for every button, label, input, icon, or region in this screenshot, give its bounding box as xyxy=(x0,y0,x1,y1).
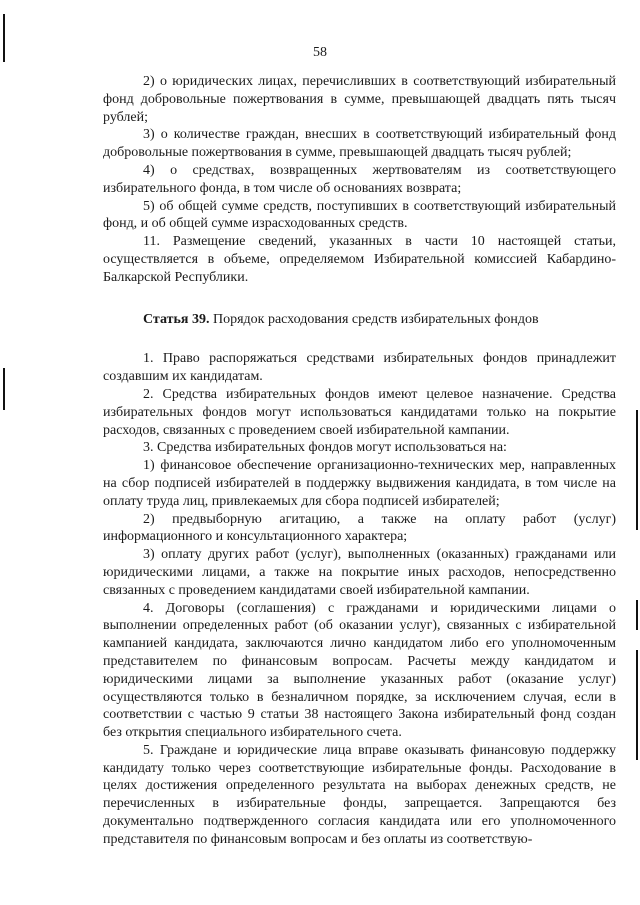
list-item: 3) оплату других работ (услуг), выполненных (оказанных) гражданами или юридическими лицами, а также на покрытие иных расходов, непосредственно связанных с проведением кандидатами своей избирательной кампании. xyxy=(103,547,616,598)
paragraph: 11. Размещение сведений, указанных в части 10 настоящей статьи, осуществляется в объеме, определяемом Избирательной комиссией Кабардино-Балкарской Республики. xyxy=(103,234,616,285)
paragraph: 4. Договоры (соглашения) с гражданами и юридическими лицами о выполнении определенных работ (об оказании услуг), связанных с избирательной кампанией кандидата, заключаются лично кандидатом либо его уполномоченным представителем по финансовым вопросам. Расчеты между кандидатом и юридическими лицами за выполнение указанных работ (оказание услуг) осуществляются только в безналичном порядке, за исключением случая, если в соответствии с частью 9 статьи 38 настоящего Закона избирательный фонд создан без открытия специального избирательного счета. xyxy=(103,600,616,741)
list-item: 2) о юридических лицах, перечисливших в соответствующий избирательный фонд добровольные пожертвования в сумме, превышающей двадцать пять тысяч рублей; xyxy=(103,74,616,125)
article-title: Порядок расходования средств избирательных фондов xyxy=(212,311,539,327)
scan-edge-mark xyxy=(636,600,638,630)
list-item: 2) предвыборную агитацию, а также на оплату работ (услуг) информационного и консультационного характера; xyxy=(103,511,616,545)
document-body xyxy=(103,73,616,849)
scan-edge-mark xyxy=(636,650,638,760)
list-item: 3) о количестве граждан, внесших в соответствующий избирательный фонд добровольные пожертвования в сумме, превышающей двадцать тысяч рублей; xyxy=(103,127,616,161)
paragraph: 3. Средства избирательных фондов могут использоваться на: xyxy=(143,440,507,456)
scan-edge-mark xyxy=(3,368,5,410)
paragraph: 1. Право распоряжаться средствами избирательных фондов принадлежит создавшим их кандидатам. xyxy=(103,351,616,385)
article-number: Статья 39. xyxy=(143,311,210,327)
list-item: 4) о средствах, возвращенных жертвователям из соответствующего избирательного фонда, в том числе об основаниях возврата; xyxy=(103,162,616,196)
list-item: 5) об общей сумме средств, поступивших в соответствующий избирательный фонд, и об общей сумме израсходованных средств. xyxy=(103,198,616,232)
scan-edge-mark xyxy=(636,410,638,530)
article-heading xyxy=(103,311,616,329)
paragraph: 2. Средства избирательных фондов имеют целевое назначение. Средства избирательных фондов могут использоваться кандидатами только на покрытие расходов, связанных с проведением своей избирательной кампании. xyxy=(103,386,616,438)
list-item: 1) финансовое обеспечение организационно-технических мер, направленных на сбор подписей избирателей в поддержку выдвижения кандидата, в том числе на оплату труда лиц, привлекаемых для сбора подписей избирателей; xyxy=(103,458,616,509)
page-number: 58 xyxy=(313,45,327,60)
paragraph: 5. Граждане и юридические лица вправе оказывать финансовую поддержку кандидату только через соответствующие избирательные фонды. Расходование в целях достижения определенного результата на выборах денежных средств, не перечисленных в избирательные фонды, запрещается. Запрещаются без документально подтвержденного согласия кандидата или его уполномоченного представителя по финансовым вопросам и без оплаты из соответствую- xyxy=(103,742,616,847)
